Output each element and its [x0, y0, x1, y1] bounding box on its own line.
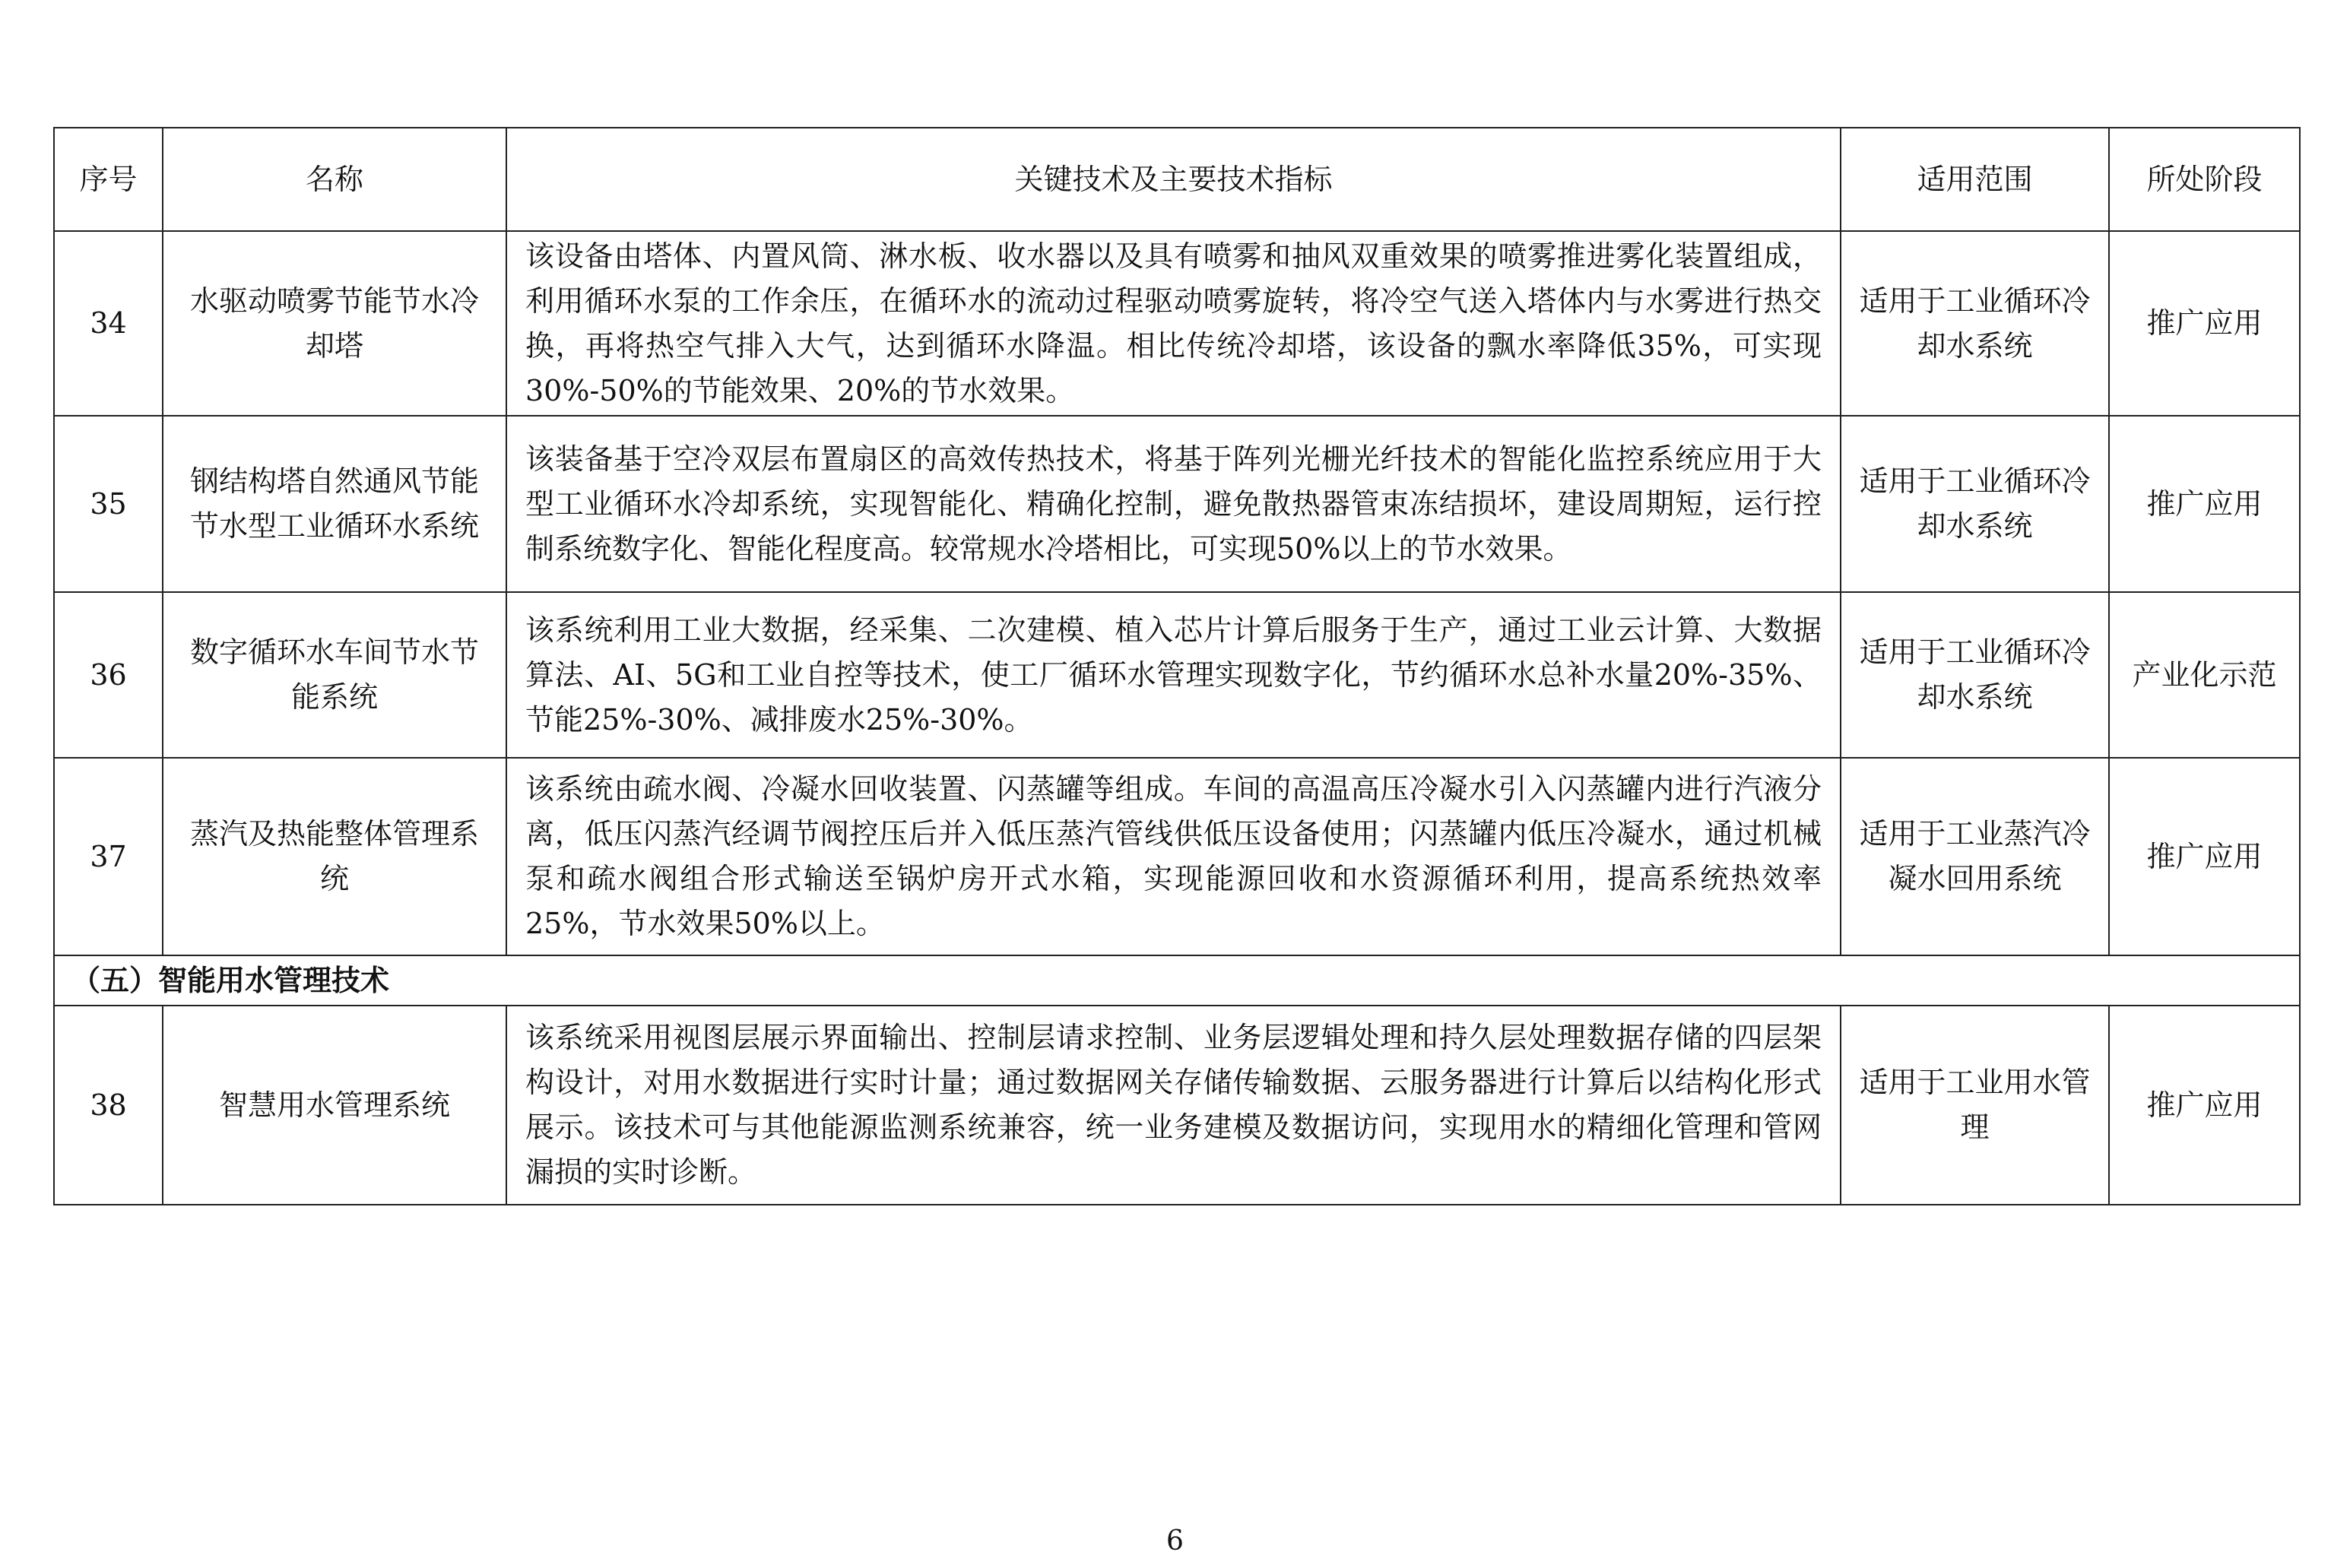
row-tech: 该系统由疏水阀、冷凝水回收装置、闪蒸罐等组成。车间的高温高压冷凝水引入闪蒸罐内进行汽液分离，低压闪蒸汽经调节阀控压后并入低压蒸汽管线供低压设备使用；闪蒸罐内低压冷凝水，通过机械泵和疏水阀组合形式输送至锅炉房开式水箱，实现能源回收和水资源循环利用，提高系统热效率25%，节水效果50%以上。 [506, 758, 1841, 955]
section-row [54, 955, 2300, 1006]
row-num: 37 [54, 758, 163, 955]
header-stage: 所处阶段 [2109, 128, 2300, 231]
table-row [54, 231, 2300, 416]
row-name: 钢结构塔自然通风节能节水型工业循环水系统 [163, 416, 506, 592]
table-row [54, 416, 2300, 592]
row-scope: 适用于工业循环冷却水系统 [1841, 231, 2109, 416]
row-tech: 该设备由塔体、内置风筒、淋水板、收水器以及具有喷雾和抽风双重效果的喷雾推进雾化装置组成，利用循环水泵的工作余压，在循环水的流动过程驱动喷雾旋转，将冷空气送入塔体内与水雾进行热交换，再将热空气排入大气，达到循环水降温。相比传统冷却塔，该设备的飘水率降低35%，可实现30%-50%的节能效果、20%的节水效果。 [506, 231, 1841, 416]
header-tech: 关键技术及主要技术指标 [506, 128, 1841, 231]
table-row [54, 592, 2300, 758]
row-stage: 推广应用 [2109, 416, 2300, 592]
row-name: 智慧用水管理系统 [163, 1006, 506, 1205]
table-header-row [54, 128, 2300, 231]
row-scope: 适用于工业蒸汽冷凝水回用系统 [1841, 758, 2109, 955]
row-num: 35 [54, 416, 163, 592]
row-stage: 产业化示范 [2109, 592, 2300, 758]
technology-table [53, 127, 2301, 1205]
row-num: 34 [54, 231, 163, 416]
row-num: 36 [54, 592, 163, 758]
row-tech: 该装备基于空冷双层布置扇区的高效传热技术，将基于阵列光栅光纤技术的智能化监控系统应用于大型工业循环水冷却系统，实现智能化、精确化控制，避免散热器管束冻结损坏，建设周期短，运行控制系统数字化、智能化程度高。较常规水冷塔相比，可实现50%以上的节水效果。 [506, 416, 1841, 592]
header-num: 序号 [54, 128, 163, 231]
row-scope: 适用于工业循环冷却水系统 [1841, 416, 2109, 592]
section-title: （五）智能用水管理技术 [54, 955, 2300, 1006]
row-name: 水驱动喷雾节能节水冷却塔 [163, 231, 506, 416]
row-tech: 该系统利用工业大数据，经采集、二次建模、植入芯片计算后服务于生产，通过工业云计算、大数据算法、AI、5G和工业自控等技术，使工厂循环水管理实现数字化，节约循环水总补水量20%-35%、节能25%-30%、减排废水25%-30%。 [506, 592, 1841, 758]
row-stage: 推广应用 [2109, 231, 2300, 416]
row-tech: 该系统采用视图层展示界面输出、控制层请求控制、业务层逻辑处理和持久层处理数据存储的四层架构设计，对用水数据进行实时计量；通过数据网关存储传输数据、云服务器进行计算后以结构化形式展示。该技术可与其他能源监测系统兼容，统一业务建模及数据访问，实现用水的精细化管理和管网漏损的实时诊断。 [506, 1006, 1841, 1205]
table-row [54, 758, 2300, 955]
header-scope: 适用范围 [1841, 128, 2109, 231]
table-row [54, 1006, 2300, 1205]
row-stage: 推广应用 [2109, 1006, 2300, 1205]
row-scope: 适用于工业用水管理 [1841, 1006, 2109, 1205]
row-scope: 适用于工业循环冷却水系统 [1841, 592, 2109, 758]
row-num: 38 [54, 1006, 163, 1205]
row-name: 数字循环水车间节水节能系统 [163, 592, 506, 758]
header-name: 名称 [163, 128, 506, 231]
row-stage: 推广应用 [2109, 758, 2300, 955]
page-number: 6 [1166, 1525, 1184, 1557]
row-name: 蒸汽及热能整体管理系统 [163, 758, 506, 955]
